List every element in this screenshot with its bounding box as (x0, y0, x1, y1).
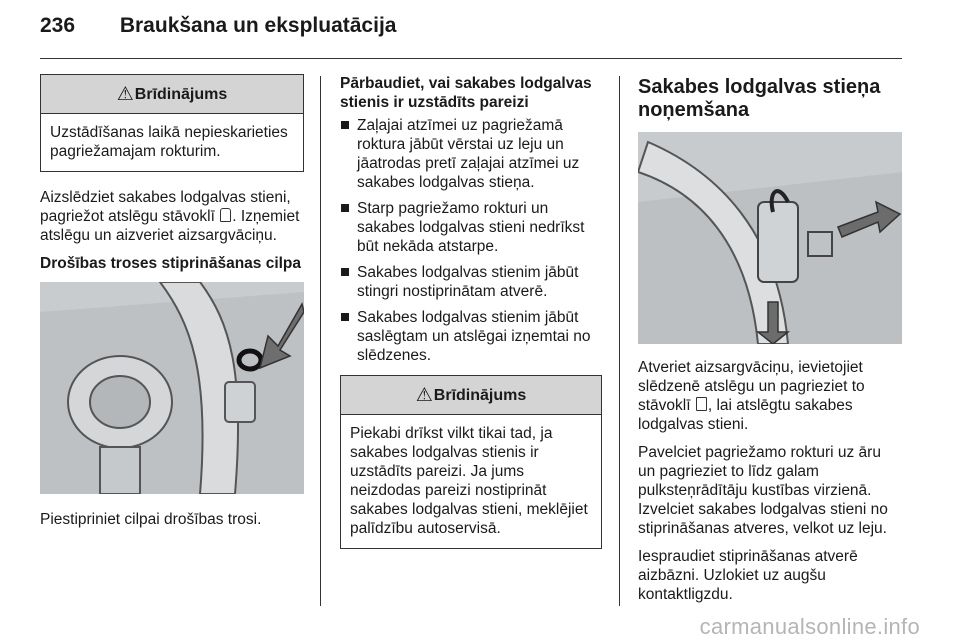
bullet-square-icon (341, 268, 349, 276)
warning-text: Uzstādīšanas laikā nepieskarieties pagriežamajam rokturim. (50, 124, 288, 160)
figure-safety-loop (40, 282, 304, 494)
list-item (340, 116, 602, 192)
paragraph-unlock-text-a: Atveriet aizsargvāciņu, ievietojiet slēdzenē atslēgu un pagrieziet to stāvoklī (638, 359, 865, 414)
paragraph-lock (40, 188, 304, 245)
list-item (340, 199, 602, 256)
column-1 (40, 74, 304, 538)
lock-position-icon (220, 208, 231, 222)
column-divider-2 (619, 76, 620, 606)
page-number: 236 (40, 14, 76, 37)
unlock-position-icon (696, 397, 707, 411)
list-item (340, 308, 602, 365)
list-item (340, 263, 602, 301)
warning-title: Brīdinājums (134, 85, 228, 103)
header-rule (40, 58, 902, 59)
check-heading: Pārbaudiet, vai sakabes lodgalvas stienis ir uzstādīts pareizi (340, 75, 592, 111)
warning-box-1 (40, 74, 304, 172)
check-list (340, 116, 602, 365)
paragraph-unlock (638, 358, 902, 434)
bullet-square-icon (341, 204, 349, 212)
column-3 (638, 74, 902, 613)
list-item-text: Zaļajai atzīmei uz pagriežamā roktura jābūt vērstai uz leju un jāatrodas pretī zaļajai atzīmei uz sakabes lodgalvas stieņa. (357, 117, 580, 191)
list-item-text: Sakabes lodgalvas stienim jābūt saslēgtam un atslēgai izņemtai no slēdzenes. (357, 309, 591, 364)
page-header (40, 14, 396, 38)
warning-triangle-icon: ⚠ (415, 384, 433, 406)
section-title: Braukšana un ekspluatācija (119, 14, 397, 37)
paragraph-lock-text-a: Aizslēdziet sakabes lodgalvas stieni, pagriežot atslēgu stāvoklī (40, 189, 291, 225)
caption-loop: Piestipriniet cilpai drošības trosi. (40, 511, 262, 528)
warning-box-2 (340, 375, 602, 549)
list-item-text: Starp pagriežamo rokturi un sakabes lodgalvas stieni nedrīkst būt nekāda atstarpe. (357, 200, 585, 255)
paragraph-lock-text-b: . Izņemiet atslēgu un aizveriet aizsargvāciņu. (40, 208, 300, 244)
paragraph-insert-plug: Iespraudiet stiprināšanas atverē aizbāzni. Uzlokiet uz augšu kontaktligzdu. (638, 548, 858, 603)
subheading-loop: Drošības troses stiprināšanas cilpa (40, 255, 302, 272)
warning-text: Piekabi drīkst vilkt tikai tad, ja sakabes lodgalvas stienis ir uzstādīts pareizi. Ja jums neizdodas pareizi nostiprināt sakabes lodgalvas stieni, meklējiet palīdzību autoservisā. (350, 425, 588, 537)
warning-header (41, 75, 303, 114)
bullet-square-icon (341, 121, 349, 129)
warning-title: Brīdinājums (433, 386, 527, 404)
paragraph-pull-handle: Pavelciet pagriežamo rokturi uz āru un pagrieziet to līdz galam pulksteņrādītāju kustības virzienā. Izvelciet sakabes lodgalvas stieni no stiprināšanas atveres, velkot uz leju. (638, 444, 888, 537)
bullet-square-icon (341, 313, 349, 321)
removal-heading: Sakabes lodgalvas stieņa noņemšana (638, 76, 881, 121)
figure-ball-bar-removal (638, 132, 902, 344)
paragraph-unlock-text-b: , lai atslēgtu sakabes lodgalvas stieni. (638, 397, 853, 433)
warning-header (341, 376, 601, 415)
column-divider-1 (320, 76, 321, 606)
column-2 (340, 74, 602, 565)
list-item-text: Sakabes lodgalvas stienim jābūt stingri nostiprinātam atverē. (357, 264, 579, 300)
warning-triangle-icon: ⚠ (116, 83, 134, 105)
watermark: carmanualsonline.info (699, 614, 920, 639)
